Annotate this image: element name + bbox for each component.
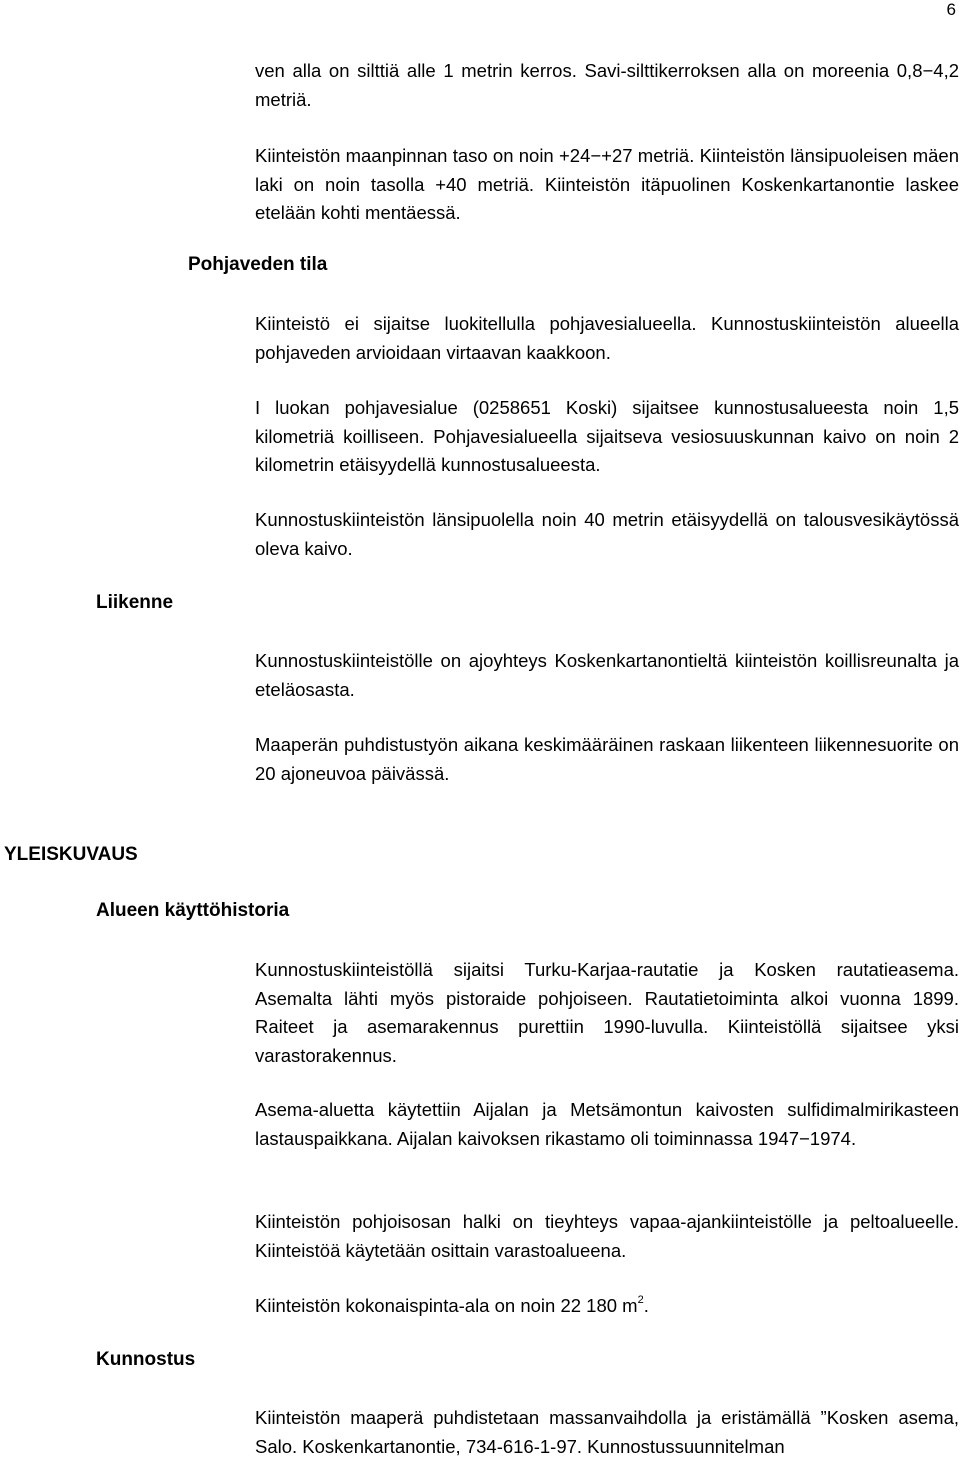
total-area-end: . [643, 1295, 649, 1316]
paragraph-road-access: Kiinteistön pohjoisosan halki on tieyhteys vapaa-ajankiinteistölle ja peltoalueelle. Kiinteistöä käytetään osittain varastoalueena. [255, 1211, 959, 1261]
area-superscript: 2 [637, 1293, 644, 1306]
heading-liikenne: Liikenne [96, 592, 174, 613]
paragraph-remediation: Kiinteistön maaperä puhdistetaan massanvaihdolla ja eristämällä ”Kosken asema, Salo. Koskenkartanontie, 734-616-1-97. Kunnostussuunnitelman [255, 1407, 959, 1457]
page-number: 6 [946, 0, 956, 19]
paragraph-groundwater-area: Kiinteistö ei sijaitse luokitellulla pohjavesialueella. Kunnostuskiinteistön alueella pohjaveden arvioidaan virtaavan kaakkoon. [255, 313, 959, 363]
paragraph-well: Kunnostuskiinteistön länsipuolella noin 40 metrin etäisyydellä on talousvesikäytössä oleva kaivo. [255, 509, 959, 559]
heading-pohjaveden-tila: Pohjaveden tila [188, 254, 328, 275]
paragraph-access: Kunnostuskiinteistölle on ajoyhteys Koskenkartanontieltä kiinteistön koillisreunalta ja eteläosasta. [255, 650, 959, 700]
paragraph-soil-layers: ven alla on silttiä alle 1 metrin kerros. Savi-silttikerroksen alla on moreenia 0,8−4,2 metriä. [255, 60, 959, 110]
paragraph-loading-site: Asema-aluetta käytettiin Aijalan ja Metsämontun kaivosten sulfidimalmirikasteen lastauspaikkana. Aijalan kaivoksen rikastamo oli toiminnassa 1947−1974. [255, 1099, 959, 1149]
paragraph-groundwater-class: I luokan pohjavesialue (0258651 Koski) sijaitsee kunnostusalueesta noin 1,5 kilometriä koilliseen. Pohjavesialueella sijaitseva vesiosuuskunnan kaivo on noin 2 kilometrin etäisyydellä kunnostusalueesta. [255, 397, 959, 475]
heading-alueen-kayttohistoria: Alueen käyttöhistoria [96, 900, 290, 921]
paragraph-traffic: Maaperän puhdistustyön aikana keskimääräinen raskaan liikenteen liikennesuorite on 20 ajoneuvoa päivässä. [255, 734, 959, 784]
paragraph-total-area [255, 1292, 959, 1321]
paragraph-ground-level: Kiinteistön maanpinnan taso on noin +24−+27 metriä. Kiinteistön länsipuoleisen mäen laki on noin tasolla +40 metriä. Kiinteistön itäpuolinen Koskenkartanontie laskee etelään kohti mentäessä. [255, 145, 959, 223]
paragraph-railway-history: Kunnostuskiinteistöllä sijaitsi Turku-Karjaa-rautatie ja Kosken rautatieasema. Asemalta lähti myös pistoraide pohjoiseen. Rautatietoiminta alkoi vuonna 1899. Raiteet ja asemarakennus purettiin 1990-luvulla. Kiinteistöllä sijaitsee yksi varastorakennus. [255, 959, 959, 1066]
heading-yleiskuvaus: YLEISKUVAUS [4, 844, 138, 865]
heading-kunnostus: Kunnostus [96, 1349, 196, 1370]
total-area-text: Kiinteistön kokonaispinta-ala on noin 22 180 m [255, 1295, 638, 1316]
